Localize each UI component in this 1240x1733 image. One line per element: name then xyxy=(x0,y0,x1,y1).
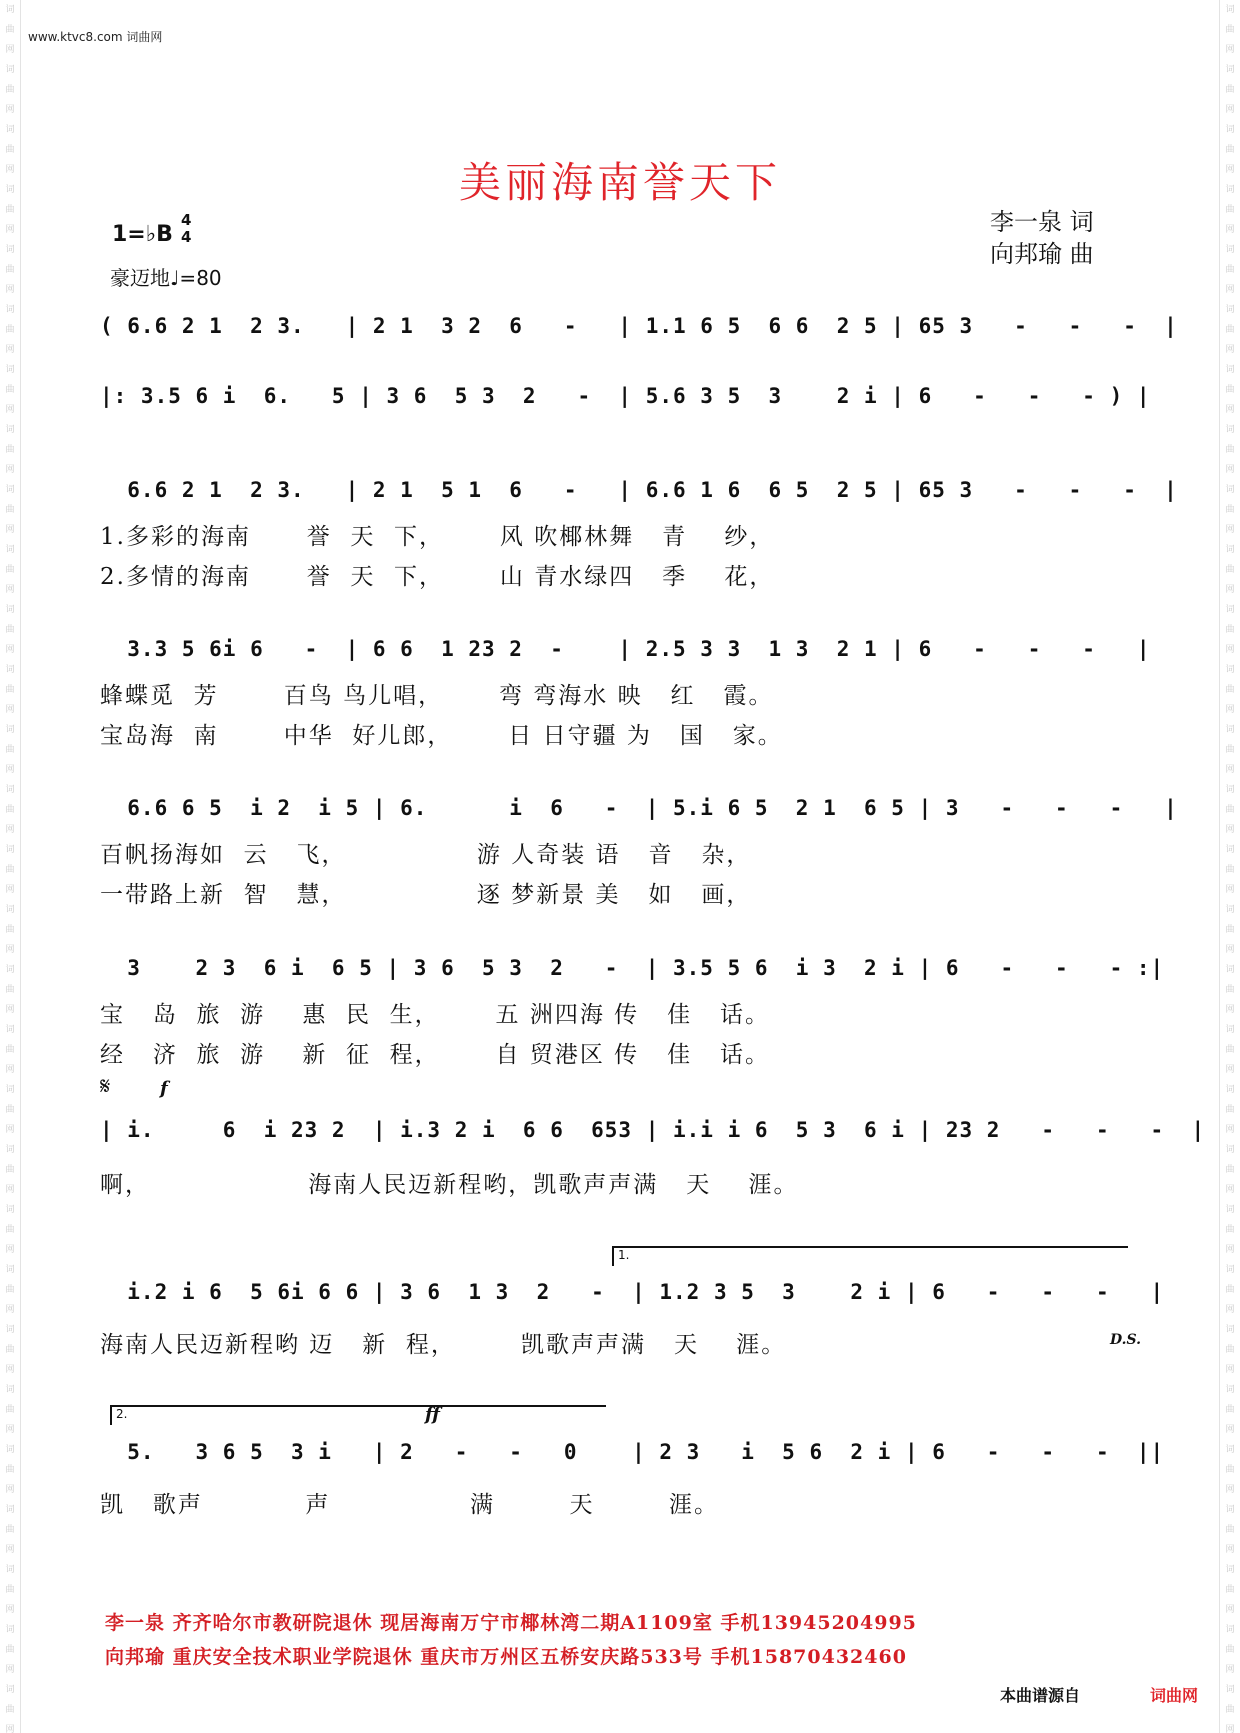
watermark-text: 词 曲 网 xyxy=(5,365,15,415)
song-title: 美丽海南誉天下 xyxy=(458,158,781,207)
footer-lyricist-info: 李一泉 齐齐哈尔市教研院退休 现居海南万宁市椰林湾二期A1109室 手机13945204995 xyxy=(105,1612,917,1634)
watermark-text: 词 曲 网 xyxy=(1225,545,1235,595)
watermark-text: 词 曲 网 xyxy=(1225,1085,1235,1135)
watermark-text: 词 曲 网 xyxy=(1225,1265,1235,1315)
watermark-text: 词 曲 网 xyxy=(1225,725,1235,775)
watermark-text: 词 曲 网 xyxy=(5,1685,15,1733)
lyrics-row-5-verse-2: 一带路上新 智 慧， 逐 梦新景 美 如 画， xyxy=(100,882,752,908)
lyrics-row-4-verse-1: 蜂蝶觅 芳 百鸟 鸟儿唱， 弯 弯海水 映 红 霞。 xyxy=(100,683,774,709)
watermark-text: 词 曲 网 xyxy=(1225,1025,1235,1075)
lyrics-row-3-verse-1: 1.多彩的海南 誉 天 下， 风 吹椰林舞 青 纱， xyxy=(100,524,775,550)
volta-1: 1. xyxy=(612,1246,1128,1266)
watermark-text: 词 曲 网 xyxy=(5,965,15,1015)
watermark-text: 词 曲 网 xyxy=(1225,1145,1235,1195)
lyrics-row-9: 凯 歌声 声 满 天 涯。 xyxy=(100,1492,719,1518)
lyrics-row-8: 海南人民迈新程哟 迈 新 程， 凯歌声声满 天 涯。 xyxy=(100,1332,787,1358)
watermark-text: 词 曲 网 xyxy=(1225,1685,1235,1733)
watermark-text: 词 曲 网 xyxy=(5,5,15,55)
notation-row-4: 3.3 5 6i 6 - | 6 6 1 23 2 - | 2.5 3 3 1 3 2 1 | 6 - - - | xyxy=(100,637,1151,661)
left-watermark-strip xyxy=(0,0,21,1733)
watermark-text: 词 曲 网 xyxy=(1225,905,1235,955)
watermark-text: 词 曲 网 xyxy=(1225,485,1235,535)
source-url[interactable]: www.ktvc8.com 词曲网 xyxy=(28,30,163,44)
watermark-text: 词 曲 网 xyxy=(1225,65,1235,115)
footer-composer-info: 向邦瑜 重庆安全技术职业学院退休 重庆市万州区五桥安庆路533号 手机15870432460 xyxy=(105,1646,907,1668)
watermark-text: 词 曲 网 xyxy=(5,725,15,775)
notation-row-7: | i. 6 i 23 2 | i.3 2 i 6 6 653 | i.i i 6 5 3 6 i | 23 2 - - - | xyxy=(100,1118,1206,1142)
watermark-text: 词 曲 网 xyxy=(5,1445,15,1495)
watermark-text: 词 曲 网 xyxy=(5,605,15,655)
watermark-text: 词 曲 网 xyxy=(1225,605,1235,655)
lyrics-row-3-verse-2: 2.多情的海南 誉 天 下， 山 青水绿四 季 花， xyxy=(100,564,775,590)
watermark-text: 词 曲 网 xyxy=(1225,425,1235,475)
watermark-text: 词 曲 网 xyxy=(1225,965,1235,1015)
watermark-text: 词 曲 网 xyxy=(5,1325,15,1375)
watermark-text: 词 曲 网 xyxy=(5,905,15,955)
time-bottom: 4 xyxy=(181,228,192,246)
lyricist: 李一泉 词 xyxy=(990,208,1094,236)
watermark-text: 词 曲 网 xyxy=(5,425,15,475)
watermark-text: 词 曲 网 xyxy=(1225,665,1235,715)
lyrics-row-6-verse-1: 宝 岛 旅 游 惠 民 生， 五 洲四海 传 佳 话。 xyxy=(100,1002,771,1028)
ds-mark: D.S. xyxy=(1110,1332,1142,1348)
watermark-text: 词 曲 网 xyxy=(5,1505,15,1555)
composer: 向邦瑜 曲 xyxy=(990,240,1094,268)
watermark-text: 词 曲 网 xyxy=(1225,1325,1235,1375)
watermark-text: 词 曲 网 xyxy=(1225,1385,1235,1435)
watermark-text: 词 曲 网 xyxy=(1225,305,1235,355)
watermark-text: 词 曲 网 xyxy=(5,65,15,115)
right-watermark-strip xyxy=(1219,0,1240,1733)
forte-mark: f xyxy=(160,1078,168,1099)
watermark-text: 词 曲 网 xyxy=(1225,1625,1235,1675)
watermark-text: 词 曲 网 xyxy=(1225,1445,1235,1495)
segno-sign: 𝄋 xyxy=(100,1072,111,1100)
watermark-text: 词 曲 网 xyxy=(1225,365,1235,415)
lyrics-row-6-verse-2: 经 济 旅 游 新 征 程， 自 贸港区 传 佳 话。 xyxy=(100,1042,771,1068)
watermark-text: 词 曲 网 xyxy=(5,485,15,535)
watermark-text: 词 曲 网 xyxy=(1225,245,1235,295)
notation-row-9: 5. 3 6 5 3 i | 2 - - 0 | 2 3 i 5 6 2 i | 6 - - - || xyxy=(100,1440,1165,1464)
notation-row-6: 3 2 3 6 i 6 5 | 3 6 5 3 2 - | 3.5 5 6 i 3 2 i | 6 - - - :| xyxy=(100,956,1165,980)
watermark-text: 词 曲 网 xyxy=(1225,1505,1235,1555)
time-signature xyxy=(181,212,191,246)
watermark-text: 词 曲 网 xyxy=(1225,125,1235,175)
watermark-text: 词 曲 网 xyxy=(1225,5,1235,55)
tempo-marking: 豪迈地♩=80 xyxy=(110,266,222,290)
watermark-text: 词 曲 网 xyxy=(1225,785,1235,835)
watermark-text: 词 曲 网 xyxy=(5,785,15,835)
watermark-text: 词 曲 网 xyxy=(5,665,15,715)
lyrics-row-5-verse-1: 百帆扬海如 云 飞， 游 人奇装 语 音 杂， xyxy=(100,842,752,868)
watermark-text: 词 曲 网 xyxy=(5,1025,15,1075)
watermark-text: 词 曲 网 xyxy=(5,1205,15,1255)
watermark-text: 词 曲 网 xyxy=(5,545,15,595)
notation-row-5: 6.6 6 5 i 2 i 5 | 6. i 6 - | 5.i 6 5 2 1 6 5 | 3 - - - | xyxy=(100,796,1178,820)
volta-2: 2. xyxy=(110,1405,606,1425)
watermark-text: 词 曲 网 xyxy=(5,1565,15,1615)
watermark-text: 词 曲 网 xyxy=(5,1085,15,1135)
watermark-text: 词 曲 网 xyxy=(5,185,15,235)
watermark-text: 词 曲 网 xyxy=(5,845,15,895)
watermark-text: 词 曲 网 xyxy=(5,125,15,175)
origin-label: 本曲谱源自 xyxy=(1000,1686,1081,1705)
watermark-text: 词 曲 网 xyxy=(1225,845,1235,895)
fortissimo-mark: ff xyxy=(425,1404,440,1425)
watermark-text: 词 曲 网 xyxy=(5,1145,15,1195)
watermark-text: 词 曲 网 xyxy=(1225,185,1235,235)
notation-row-2: |: 3.5 6 i 6. 5 | 3 6 5 3 2 - | 5.6 3 5 3 2 i | 6 - - - ) | xyxy=(100,384,1151,408)
lyrics-row-7: 啊， 海南人民迈新程哟，凯歌声声满 天 涯。 xyxy=(100,1172,799,1198)
watermark-text: 词 曲 网 xyxy=(5,245,15,295)
time-top: 4 xyxy=(181,211,192,229)
watermark-text: 词 曲 网 xyxy=(5,305,15,355)
credits xyxy=(990,206,1094,270)
key-signature: 1=♭B xyxy=(112,222,173,247)
origin-site-link[interactable]: 词曲网 xyxy=(1150,1686,1199,1705)
watermark-text: 词 曲 网 xyxy=(1225,1205,1235,1255)
watermark-text: 词 曲 网 xyxy=(5,1385,15,1435)
watermark-text: 词 曲 网 xyxy=(1225,1565,1235,1615)
notation-row-3: 6.6 2 1 2 3. | 2 1 5 1 6 - | 6.6 1 6 6 5 2 5 | 65 3 - - - | xyxy=(100,478,1178,502)
notation-row-1: ( 6.6 2 1 2 3. | 2 1 3 2 6 - | 1.1 6 5 6 6 2 5 | 65 3 - - - | xyxy=(100,314,1178,338)
lyrics-row-4-verse-2: 宝岛海 南 中华 好儿郎， 日 日守疆 为 国 家。 xyxy=(100,723,783,749)
watermark-text: 词 曲 网 xyxy=(5,1265,15,1315)
watermark-text: 词 曲 网 xyxy=(5,1625,15,1675)
notation-row-8: i.2 i 6 5 6i 6 6 | 3 6 1 3 2 - | 1.2 3 5 3 2 i | 6 - - - | xyxy=(100,1280,1165,1304)
